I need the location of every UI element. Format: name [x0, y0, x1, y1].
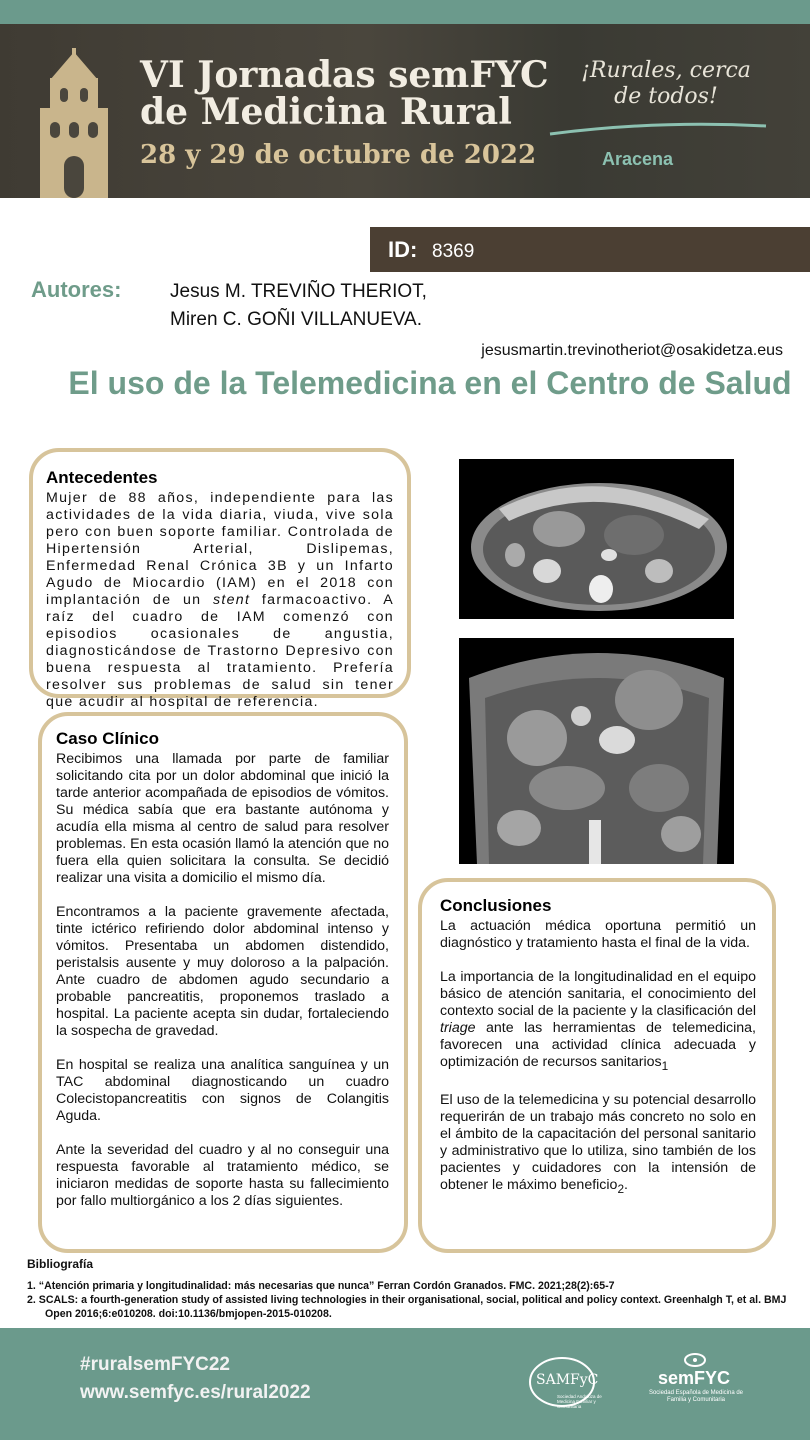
caso-paragraph: Recibimos una llamada por parte de familiar solicitando cita por un dolor abdominal que inició la tarde anterior acompañada de episodios de vómitos. Su médica sabía que era bastante autónoma y acudía ella misma al centro de salud para resolver problemas. En esta ocasión llamó la atención que no fuera ella quien solicitara la consulta. Se decidió realizar una visita a domicilio el mismo día. — [56, 751, 389, 886]
banner-slogan: ¡Rurales, cerca de todos! — [581, 58, 751, 109]
reference-marker: 1 — [661, 1058, 669, 1073]
banner-title-line1: VI Jornadas semFYC — [140, 54, 549, 96]
id-value: 8369 — [432, 241, 475, 262]
conclusiones-text-italic: triage — [440, 1020, 476, 1036]
banner-title-line2: de Medicina Rural — [140, 91, 512, 133]
semfyc-logo-icon — [640, 1352, 750, 1368]
bibliografia-item: 2. SCALS: a fourth-generation study of assisted living technologies in their organisational, social, political and policy context. Greenhalgh T, et al. BMJ Open 2016;6:e010208. doi:10.1136/bmjopen-2015-010208. — [27, 1294, 787, 1320]
ct-scan-axial-image — [459, 459, 734, 619]
conclusiones-paragraph: La actuación médica oportuna permitió un diagnóstico y tratamiento hasta el final de la vida. — [440, 918, 756, 951]
conclusiones-text-part: ante las herramientas de telemedicina, favorecen una actividad clínica adecuada y optimización de recursos sanitarios — [440, 1020, 756, 1070]
caso-heading: Caso Clínico — [56, 729, 159, 748]
id-label: ID: — [388, 237, 418, 262]
antecedentes-text-italic: stent — [212, 592, 251, 608]
banner-date: 28 y 29 de octubre de 2022 — [140, 140, 537, 170]
conclusiones-paragraph — [440, 1092, 756, 1198]
samfyc-logo-subtitle: Sociedad Andaluza de Medicina Familiar y Comunitaria — [557, 1394, 602, 1409]
caso-clinico-box — [38, 712, 408, 1253]
caso-paragraph: Encontramos a la paciente gravemente afectada, tinte ictérico refiriendo dolor abdominal intenso y vómitos. Presentaba un abdomen distendido, peristalsis ausente y muy doloroso a la palpación. Ante cuadro de abdomen agudo secundario a probable pancreatitis, proponemos traslado a hospital. La paciente acepta sin dudar, fortaleciendo la sospecha de gravedad. — [56, 904, 389, 1039]
poster-title: El uso de la Telemedicina en el Centro de Salud — [68, 365, 792, 401]
ct-scan-coronal-image — [459, 638, 734, 864]
banner-place: Aracena — [602, 149, 674, 169]
semfyc-logo — [640, 1352, 750, 1422]
samfyc-logo-text: SAMFyC — [536, 1372, 599, 1388]
banner-top-strip — [0, 0, 810, 24]
id-bar — [370, 227, 810, 272]
swoosh-icon — [548, 122, 768, 136]
conclusiones-heading: Conclusiones — [440, 896, 552, 915]
ct-coronal-drawing — [459, 638, 734, 864]
caso-paragraph: En hospital se realiza una analítica sanguínea y un TAC abdominal diagnosticando un cuadro Colecistopancreatitis con signos de Colangitis Aguda. — [56, 1057, 389, 1124]
conclusiones-box — [418, 878, 776, 1253]
author-name: Jesus M. TREVIÑO THERIOT, — [170, 281, 427, 302]
conclusiones-text-part: La importancia de la longitudinalidad en el equipo básico de atención sanitaria, el conocimiento del contexto social de la paciente y la clasificación del — [440, 969, 756, 1019]
antecedentes-text — [46, 490, 394, 711]
samfyc-logo — [524, 1350, 610, 1420]
caso-paragraph: Ante la severidad del cuadro y al no conseguir una respuesta favorable al tratamiento médico, se iniciaron medidas de soporte hasta su fallecimiento por fallo multiorgánico a los 2 días siguientes. — [56, 1142, 389, 1209]
semfyc-logo-subtitle: Sociedad Española de Medicina de Familia y Comunitaria — [648, 1390, 744, 1403]
header-banner — [0, 0, 810, 198]
conclusiones-text-part: . — [624, 1176, 628, 1193]
footer — [0, 1328, 810, 1440]
author-email: jesusmartin.trevinotheriot@osakidetza.eus — [481, 342, 783, 359]
bibliografia-list — [27, 1279, 797, 1321]
ct-axial-drawing — [459, 459, 734, 619]
antecedentes-text-part: farmacoactivo. A raíz del cuadro de IAM comenzó con episodios ocasionales de angustia, diagnosticándose de Trastorno Depresivo con buena respuesta al tratamiento. Prefería resolver sus problemas de salud sin tener que acudir al hospital de referencia. — [46, 592, 394, 710]
church-tower-icon — [36, 48, 112, 198]
conclusiones-text-part: El uso de la telemedicina y su potencial desarrollo requerirán de un trabajo más concreto no solo en el ámbito de la capacitación del personal sanitario y administrativo que lo utiliza, sino también de los pacientes y cuidadores con la intensión de obtener le máximo beneficio — [440, 1091, 756, 1193]
footer-hashtag: #ruralsemFYC22 — [80, 1354, 230, 1375]
antecedentes-box — [29, 448, 411, 710]
bibliografia-item: 1. “Atención primaria y longitudinalidad: más necesarias que nunca” Ferran Cordón Granados. FMC. 2021;28(2):65-7 — [27, 1280, 615, 1292]
author-name: Miren C. GOÑI VILLANUEVA. — [170, 309, 422, 330]
authors-label: Autores: — [31, 277, 122, 302]
antecedentes-heading: Antecedentes — [46, 468, 158, 487]
conclusiones-paragraph — [440, 969, 756, 1075]
antecedentes-text-part: Mujer de 88 años, independiente para las actividades de la vida diaria, viuda, vive sola pero con buen soporte familiar. Controlada de Hipertensión Arterial, Dislipemas, Enfermedad Renal Crónica 3B y un Infarto Agudo de Miocardio (IAM) en el 2018 con implantación de un — [46, 490, 394, 608]
footer-website: www.semfyc.es/rural2022 — [80, 1382, 311, 1403]
reference-marker: 2 — [617, 1181, 625, 1196]
bibliografia-heading: Bibliografía — [27, 1257, 94, 1271]
semfyc-logo-text: semFYC — [658, 1368, 731, 1388]
